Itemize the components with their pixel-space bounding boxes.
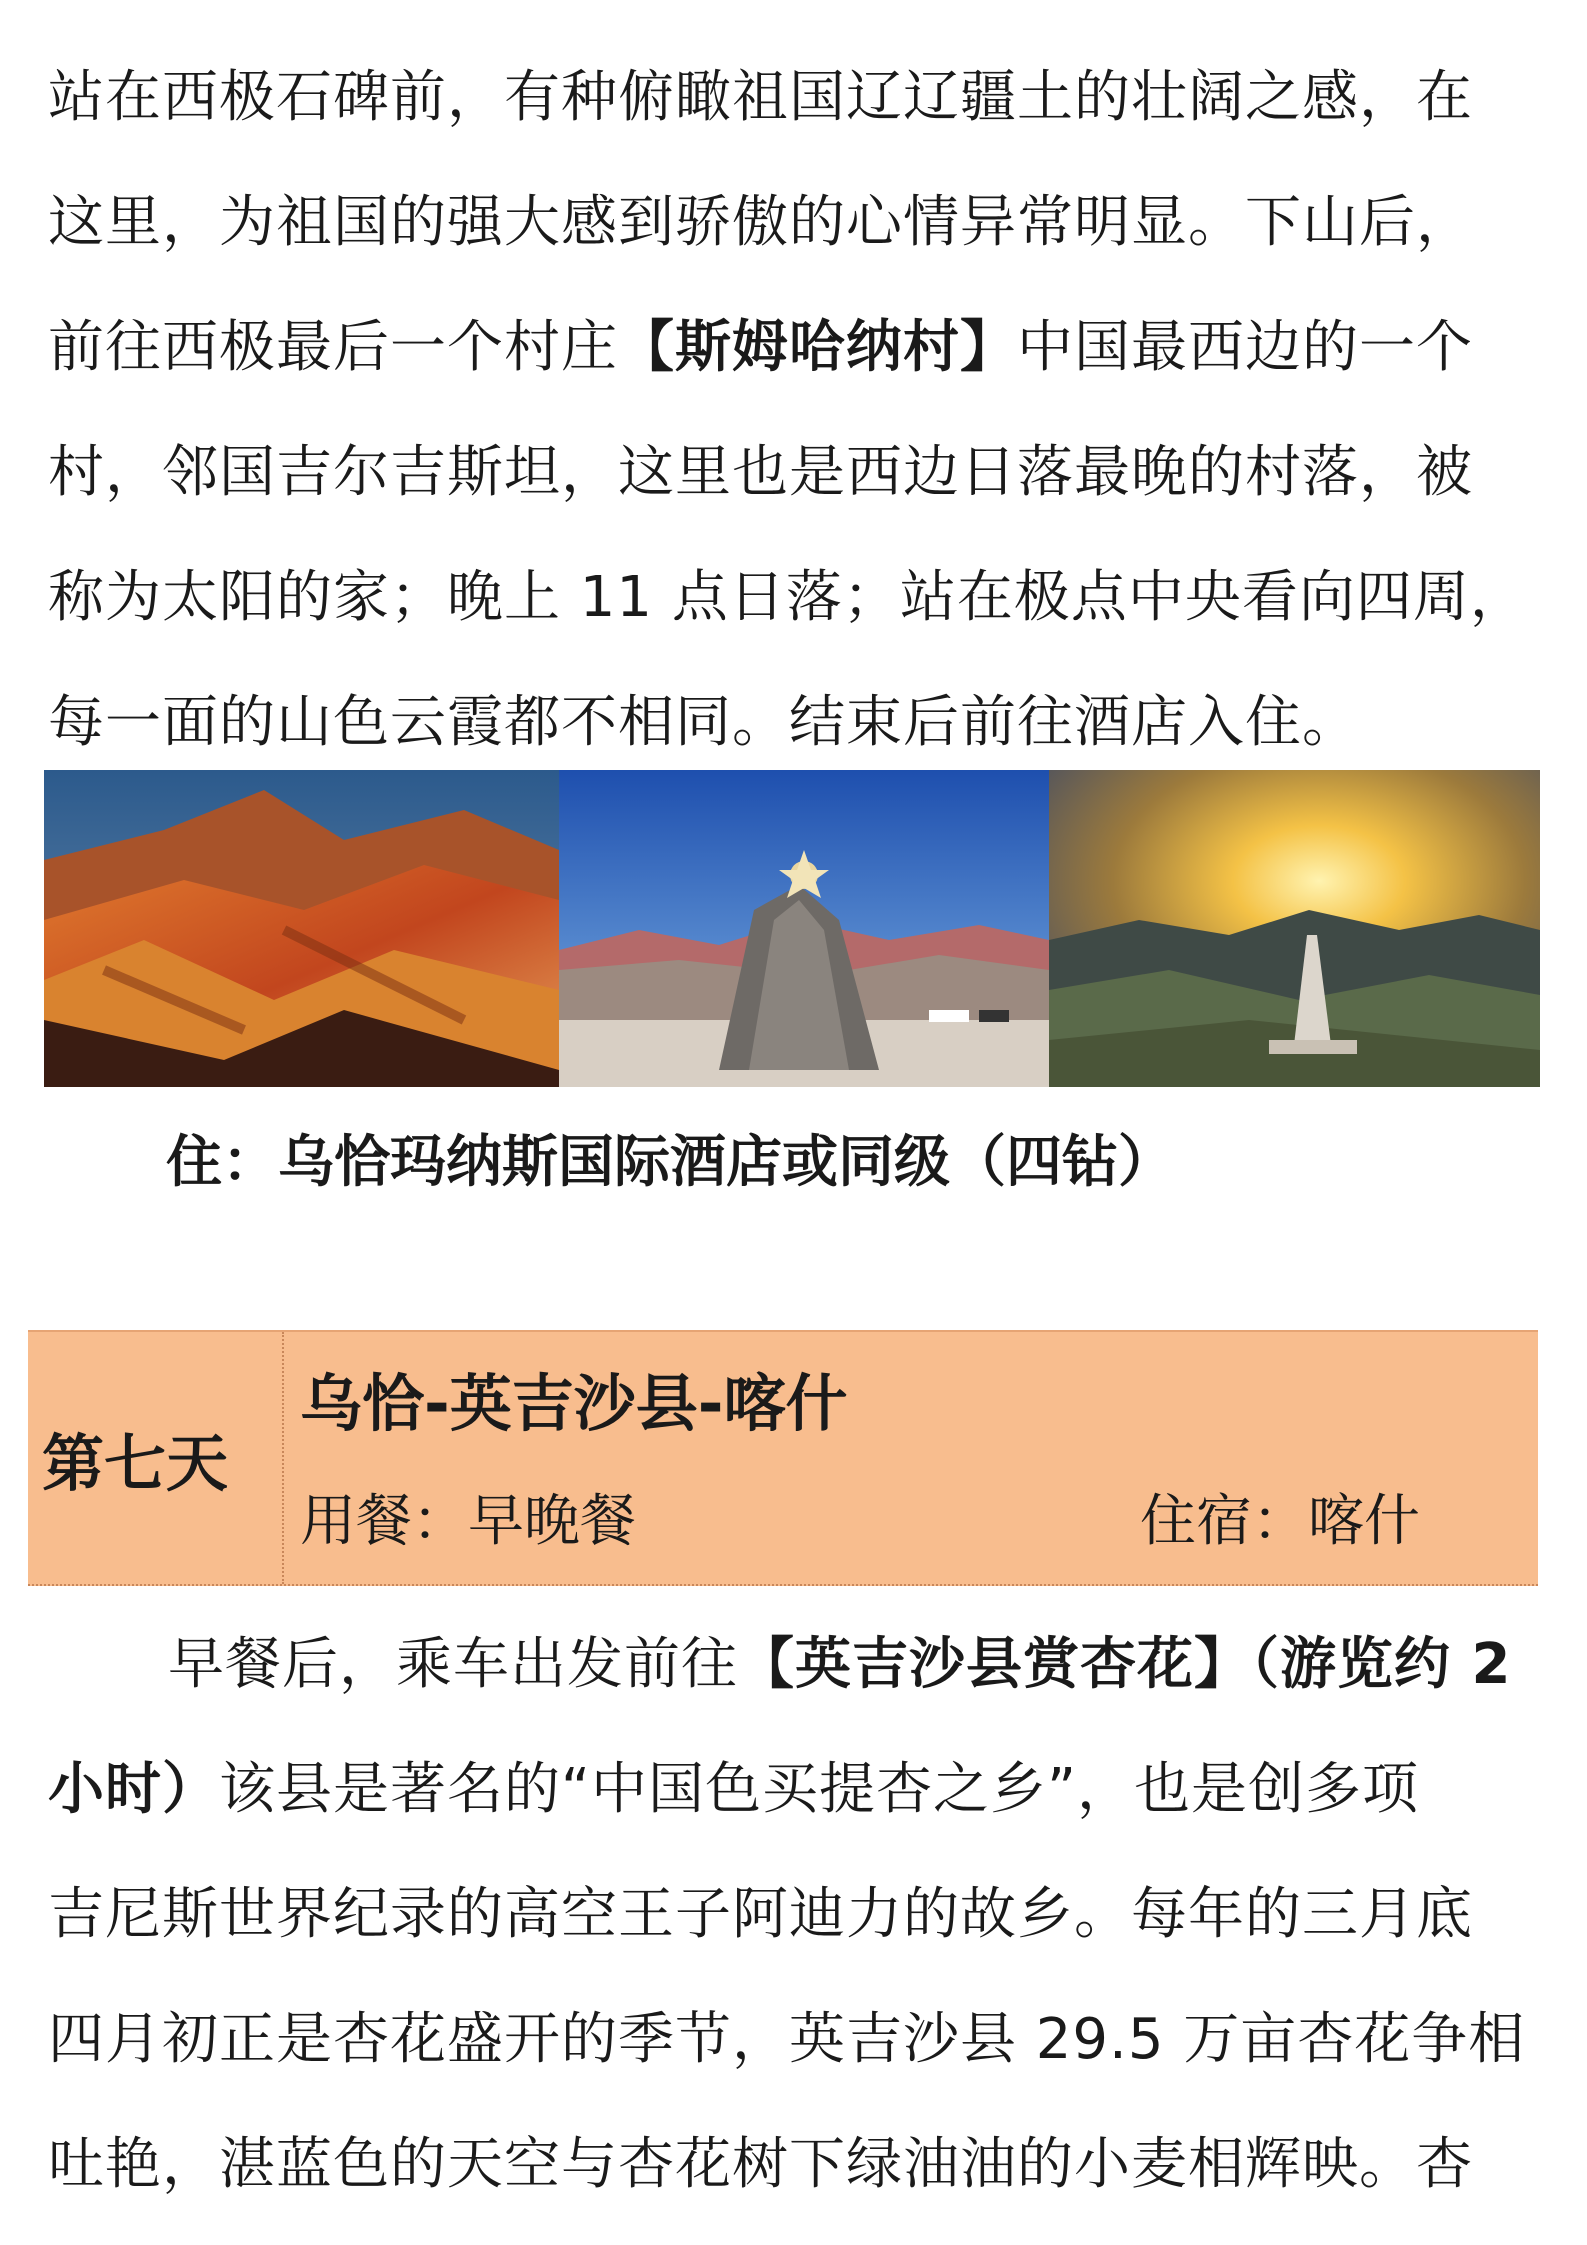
body-text-5: 吐艳，湛蓝色的天空与杏花树下绿油油的小麦相辉映。杏 <box>48 2132 1473 2197</box>
body-text-2: 该县是著名的“中国色买提杏之乡”，也是创多项 <box>219 1757 1420 1822</box>
body-line-3 <box>48 1852 1548 1977</box>
intro-line-4 <box>48 410 1548 535</box>
day-hotel: 住宿：喀什 <box>1140 1489 1420 1554</box>
day-meals: 用餐：早晚餐 <box>300 1489 636 1554</box>
intro-line-5 <box>48 535 1548 660</box>
intro-text-6: 每一面的山色云霞都不相同。结束后前往酒店入住。 <box>48 690 1359 755</box>
intro-line-2 <box>48 160 1548 285</box>
sunset-monument-photo <box>1049 770 1540 1087</box>
body-line-1 <box>48 1602 1548 1727</box>
intro-line-3 <box>48 285 1548 410</box>
apricot-attraction: 【英吉沙县赏杏花】（游览约 2 <box>738 1632 1512 1697</box>
photo-strip <box>44 770 1540 1087</box>
intro-text-4: 村，邻国吉尔吉斯坦，这里也是西边日落最晚的村落，被 <box>48 440 1473 505</box>
body-line-5 <box>48 2102 1548 2227</box>
day-label: 第七天 <box>42 1426 229 1500</box>
body-text-4: 四月初正是杏花盛开的季节，英吉沙县 29.5 万亩杏花争相 <box>48 2007 1526 2072</box>
body-text-3: 吉尼斯世界纪录的高空王子阿迪力的故乡。每年的三月底 <box>48 1882 1473 1947</box>
body-text-1a: 早餐后，乘车出发前往 <box>168 1632 738 1697</box>
day-header <box>28 1330 1538 1586</box>
day-route-title: 乌恰-英吉沙县-喀什 <box>300 1367 848 1440</box>
intro-text-1: 站在西极石碑前，有种俯瞰祖国辽辽疆土的壮阔之感，在 <box>48 65 1473 130</box>
duration-text: 小时） <box>48 1757 219 1822</box>
accommodation-line: 住：乌恰玛纳斯国际酒店或同级（四钻） <box>166 1130 1174 1195</box>
intro-text-3a: 前往西极最后一个村庄 <box>48 315 618 380</box>
intro-text-3b: 中国最西边的一个 <box>1017 315 1473 380</box>
body-line-4 <box>48 1977 1548 2102</box>
intro-text-2: 这里，为祖国的强大感到骄傲的心情异常明显。下山后， <box>48 190 1473 255</box>
intro-text-5: 称为太阳的家；晚上 11 点日落；站在极点中央看向四周， <box>48 565 1527 630</box>
intro-line-6 <box>48 660 1548 785</box>
day-divider <box>282 1332 284 1584</box>
western-pole-monument-photo <box>559 770 1049 1087</box>
body-line-2 <box>48 1727 1548 1852</box>
village-name: 【斯姆哈纳村】 <box>618 315 1017 380</box>
intro-line-1 <box>48 35 1548 160</box>
rainbow-mountains-photo <box>44 770 559 1087</box>
